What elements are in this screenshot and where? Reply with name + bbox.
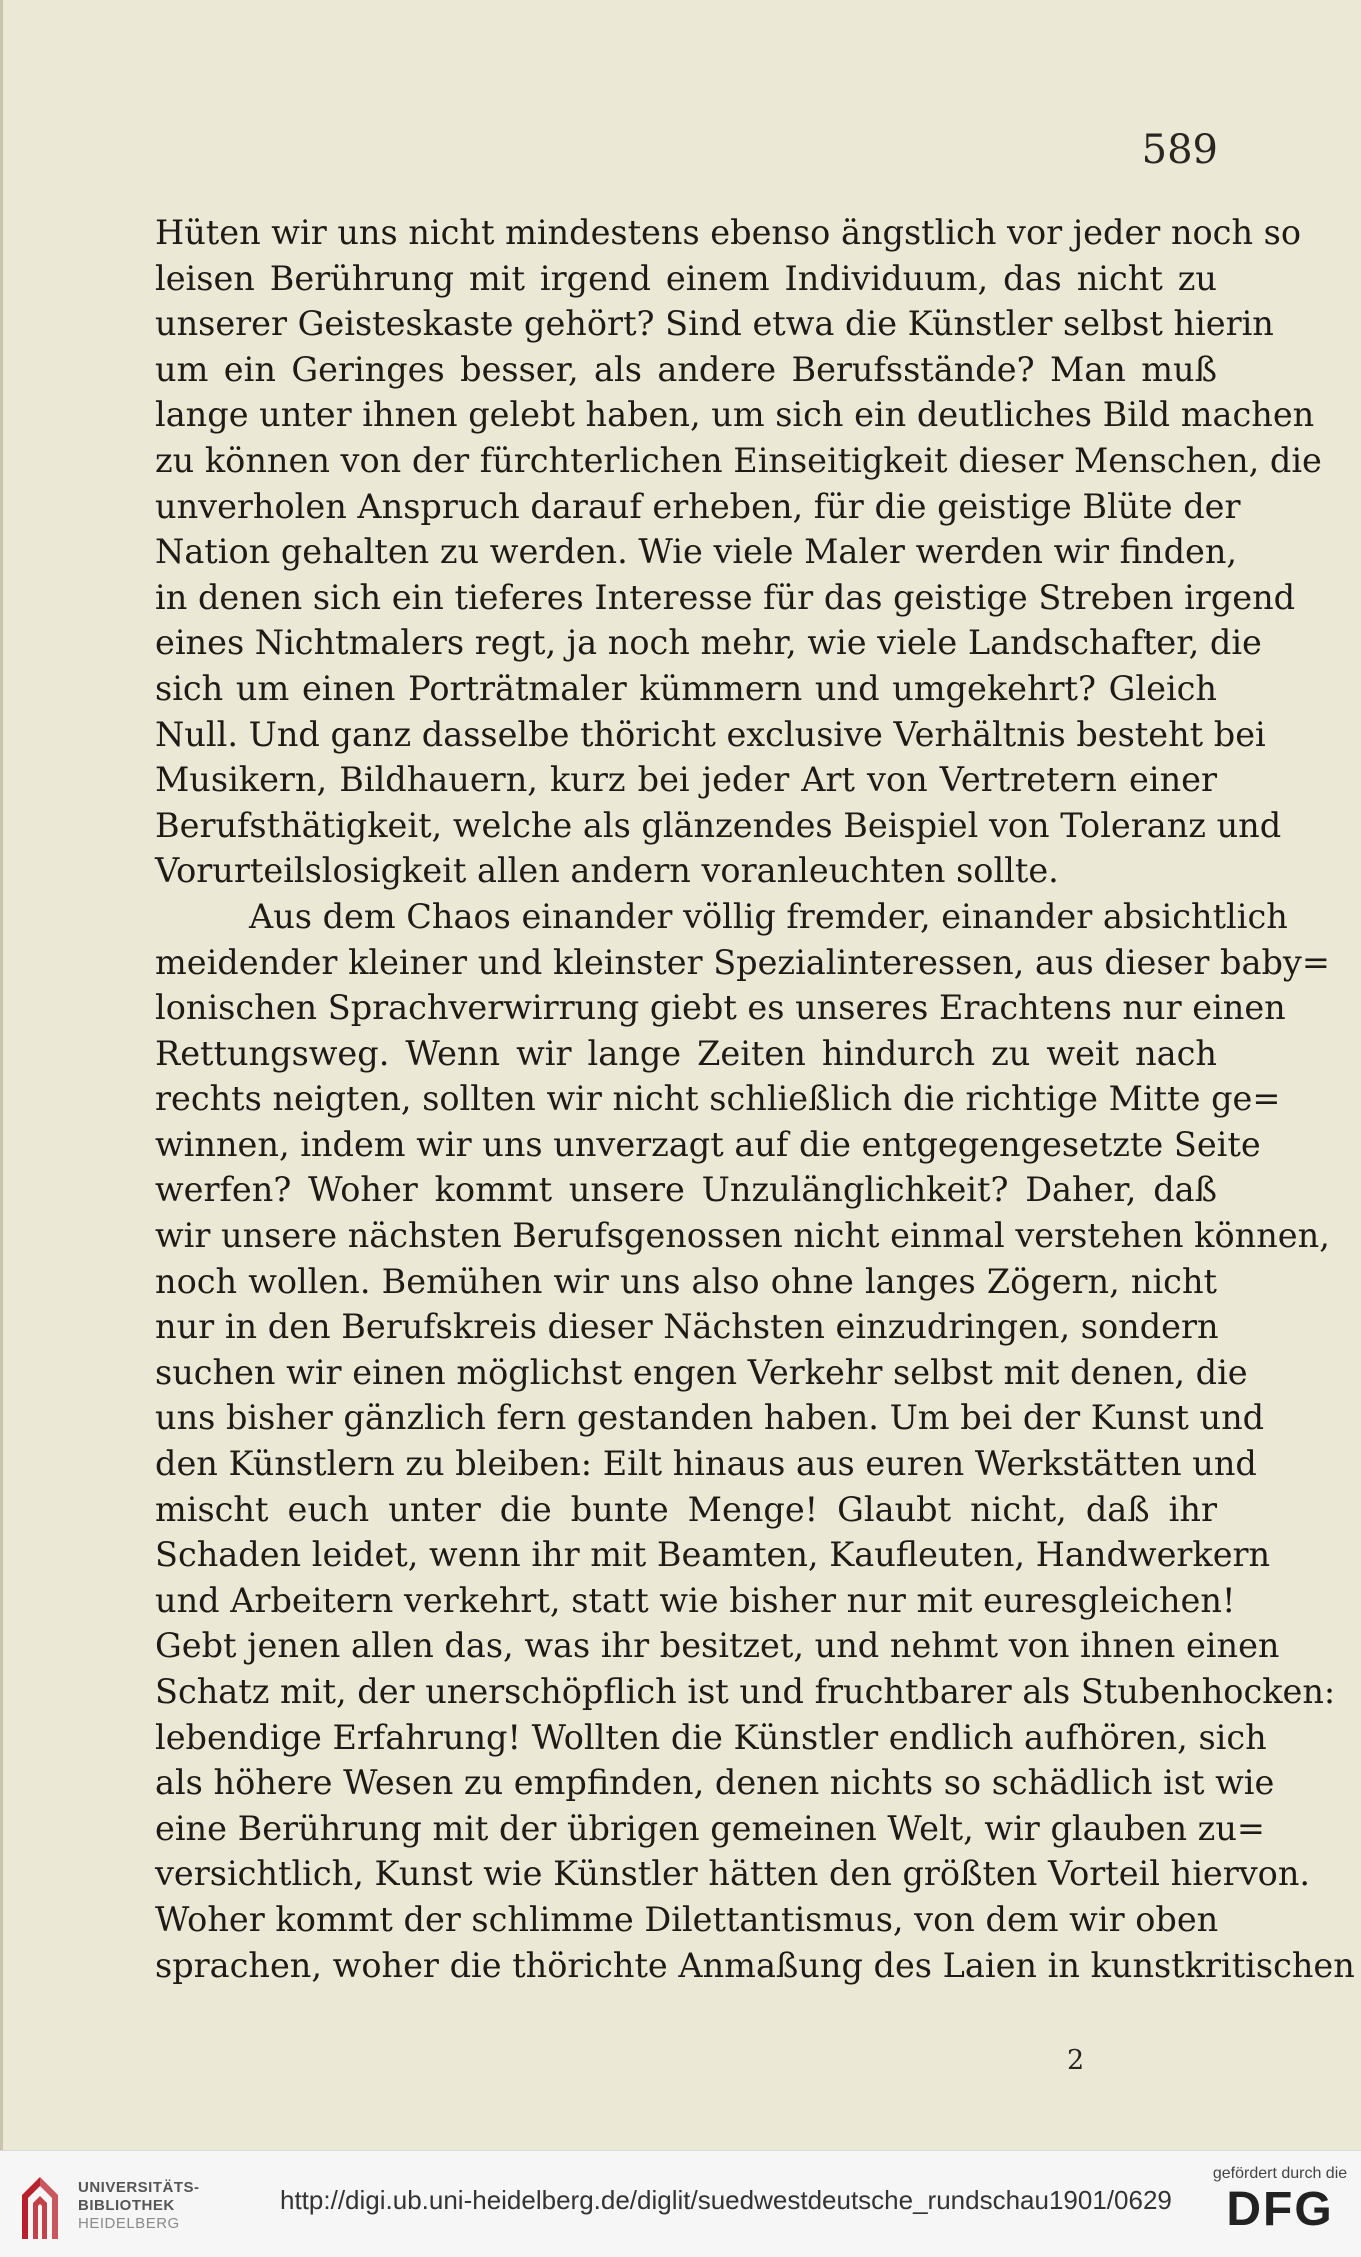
text-line: als höhere Wesen zu empfinden, denen nichts so schädlich ist wie — [155, 1763, 1275, 1803]
text-line: Null. Und ganz dasselbe thöricht exclusive Verhältnis besteht bei — [155, 714, 1266, 754]
text-line: leisen Berührung mit irgend einem Individuum, das nicht zu — [155, 258, 1217, 298]
library-logo[interactable] — [14, 2173, 200, 2243]
text-line: rechts neigten, sollten wir nicht schließlich die richtige Mitte ge= — [155, 1079, 1281, 1119]
text-line: unverholen Anspruch darauf erheben, für die geistige Blüte der — [155, 486, 1241, 526]
text-line: Vorurteilslosigkeit allen andern voranleuchten sollte. — [155, 851, 1059, 891]
text-line: Berufsthätigkeit, welche als glänzendes Beispiel von Toleranz und — [155, 805, 1282, 845]
text-line: unserer Geisteskaste gehört? Sind etwa die Künstler selbst hierin — [155, 304, 1274, 344]
text-line: Hüten wir uns nicht mindestens ebenso ängstlich vor jeder noch so — [155, 213, 1302, 252]
funding-caption: gefördert durch die — [1212, 2165, 1348, 2182]
text-line: um ein Geringes besser, als andere Berufsstände? Man muß — [155, 349, 1217, 389]
text-line: nur in den Berufskreis dieser Nächsten einzudringen, sondern — [155, 1307, 1219, 1347]
text-line: lebendige Erfahrung! Wollten die Künstler endlich aufhören, sich — [155, 1717, 1267, 1757]
text-line: Nation gehalten zu werden. Wie viele Maler werden wir finden, — [155, 532, 1238, 572]
text-line: in denen sich ein tieferes Interesse für das geistige Streben irgend — [155, 577, 1296, 617]
text-line: lange unter ihnen gelebt haben, um sich ein deutliches Bild machen — [155, 395, 1315, 435]
body-text — [155, 210, 1355, 1988]
library-logo-icon — [14, 2173, 66, 2243]
text-line: meidender kleiner und kleinster Spezialinteressen, aus dieser baby= — [155, 942, 1330, 982]
signature-mark: 2 — [1067, 2045, 1085, 2076]
text-line: eines Nichtmalers regt, ja noch mehr, wie viele Landschafter, die — [155, 623, 1262, 663]
page-number: 589 — [1141, 127, 1218, 173]
text-line: zu können von der fürchterlichen Einseitigkeit dieser Menschen, die — [155, 440, 1322, 480]
logo-line-2: BIBLIOTHEK — [78, 2197, 175, 2214]
text-line: Musikern, Bildhauern, kurz bei jeder Art von Vertretern einer — [155, 760, 1217, 800]
text-line: den Künstlern zu bleiben: Eilt hinaus aus euren Werkstätten und — [155, 1444, 1257, 1484]
text-line: noch wollen. Bemühen wir uns also ohne langes Zögern, nicht — [155, 1261, 1217, 1301]
text-line: uns bisher gänzlich fern gestanden haben. Um bei der Kunst und — [155, 1398, 1265, 1438]
text-line: Schatz mit, der unerschöpflich ist und fruchtbarer als Stubenhocken: — [155, 1672, 1336, 1711]
text-line: sprachen, woher die thörichte Anmaßung des Laien in kunstkritischen — [155, 1945, 1355, 1985]
text-line: Rettungsweg. Wenn wir lange Zeiten hindurch zu weit nach — [155, 1033, 1217, 1073]
text-line: und Arbeitern verkehrt, statt wie bisher nur mit euresgleichen! — [155, 1580, 1236, 1620]
text-line: werfen? Woher kommt unsere Unzulänglichkeit? Daher, daß — [155, 1170, 1217, 1210]
funding-notice[interactable] — [1210, 2165, 1350, 2245]
text-line: Schaden leidet, wenn ihr mit Beamten, Kaufleuten, Handwerkern — [155, 1535, 1271, 1575]
text-line: winnen, indem wir uns unverzagt auf die entgegengesetzte Seite — [155, 1124, 1261, 1164]
text-line: mischt euch unter die bunte Menge! Glaubt nicht, daß ihr — [155, 1489, 1217, 1529]
text-line: suchen wir einen möglichst engen Verkehr selbst mit denen, die — [155, 1352, 1248, 1392]
text-line: sich um einen Porträtmaler kümmern und umgekehrt? Gleich — [155, 668, 1217, 708]
permalink-url[interactable]: http://digi.ub.uni-heidelberg.de/diglit/suedwestdeutsche_rundschau1901/0629 — [280, 2185, 1172, 2215]
text-line: Gebt jenen allen das, was ihr besitzet, und nehmt von ihnen einen — [155, 1626, 1280, 1666]
text-line: Woher kommt der schlimme Dilettantismus, von dem wir oben — [155, 1899, 1219, 1939]
text-line: wir unsere nächsten Berufsgenossen nicht einmal verstehen können, — [155, 1216, 1330, 1256]
library-logo-text — [78, 2179, 200, 2233]
dfg-logo: DFG — [1226, 2183, 1334, 2236]
text-line: versichtlich, Kunst wie Künstler hätten den größten Vorteil hiervon. — [155, 1854, 1311, 1894]
text-line: eine Berührung mit der übrigen gemeinen Welt, wir glauben zu= — [155, 1808, 1265, 1848]
logo-line-1: UNIVERSITÄTS- — [78, 2179, 200, 2196]
text-line: Aus dem Chaos einander völlig fremder, einander absichtlich — [249, 896, 1288, 936]
footer-bar — [0, 2150, 1361, 2257]
text-line: lonischen Sprachverwirrung giebt es unseres Erachtens nur einen — [155, 988, 1286, 1028]
logo-line-3: HEIDELBERG — [78, 2215, 180, 2232]
